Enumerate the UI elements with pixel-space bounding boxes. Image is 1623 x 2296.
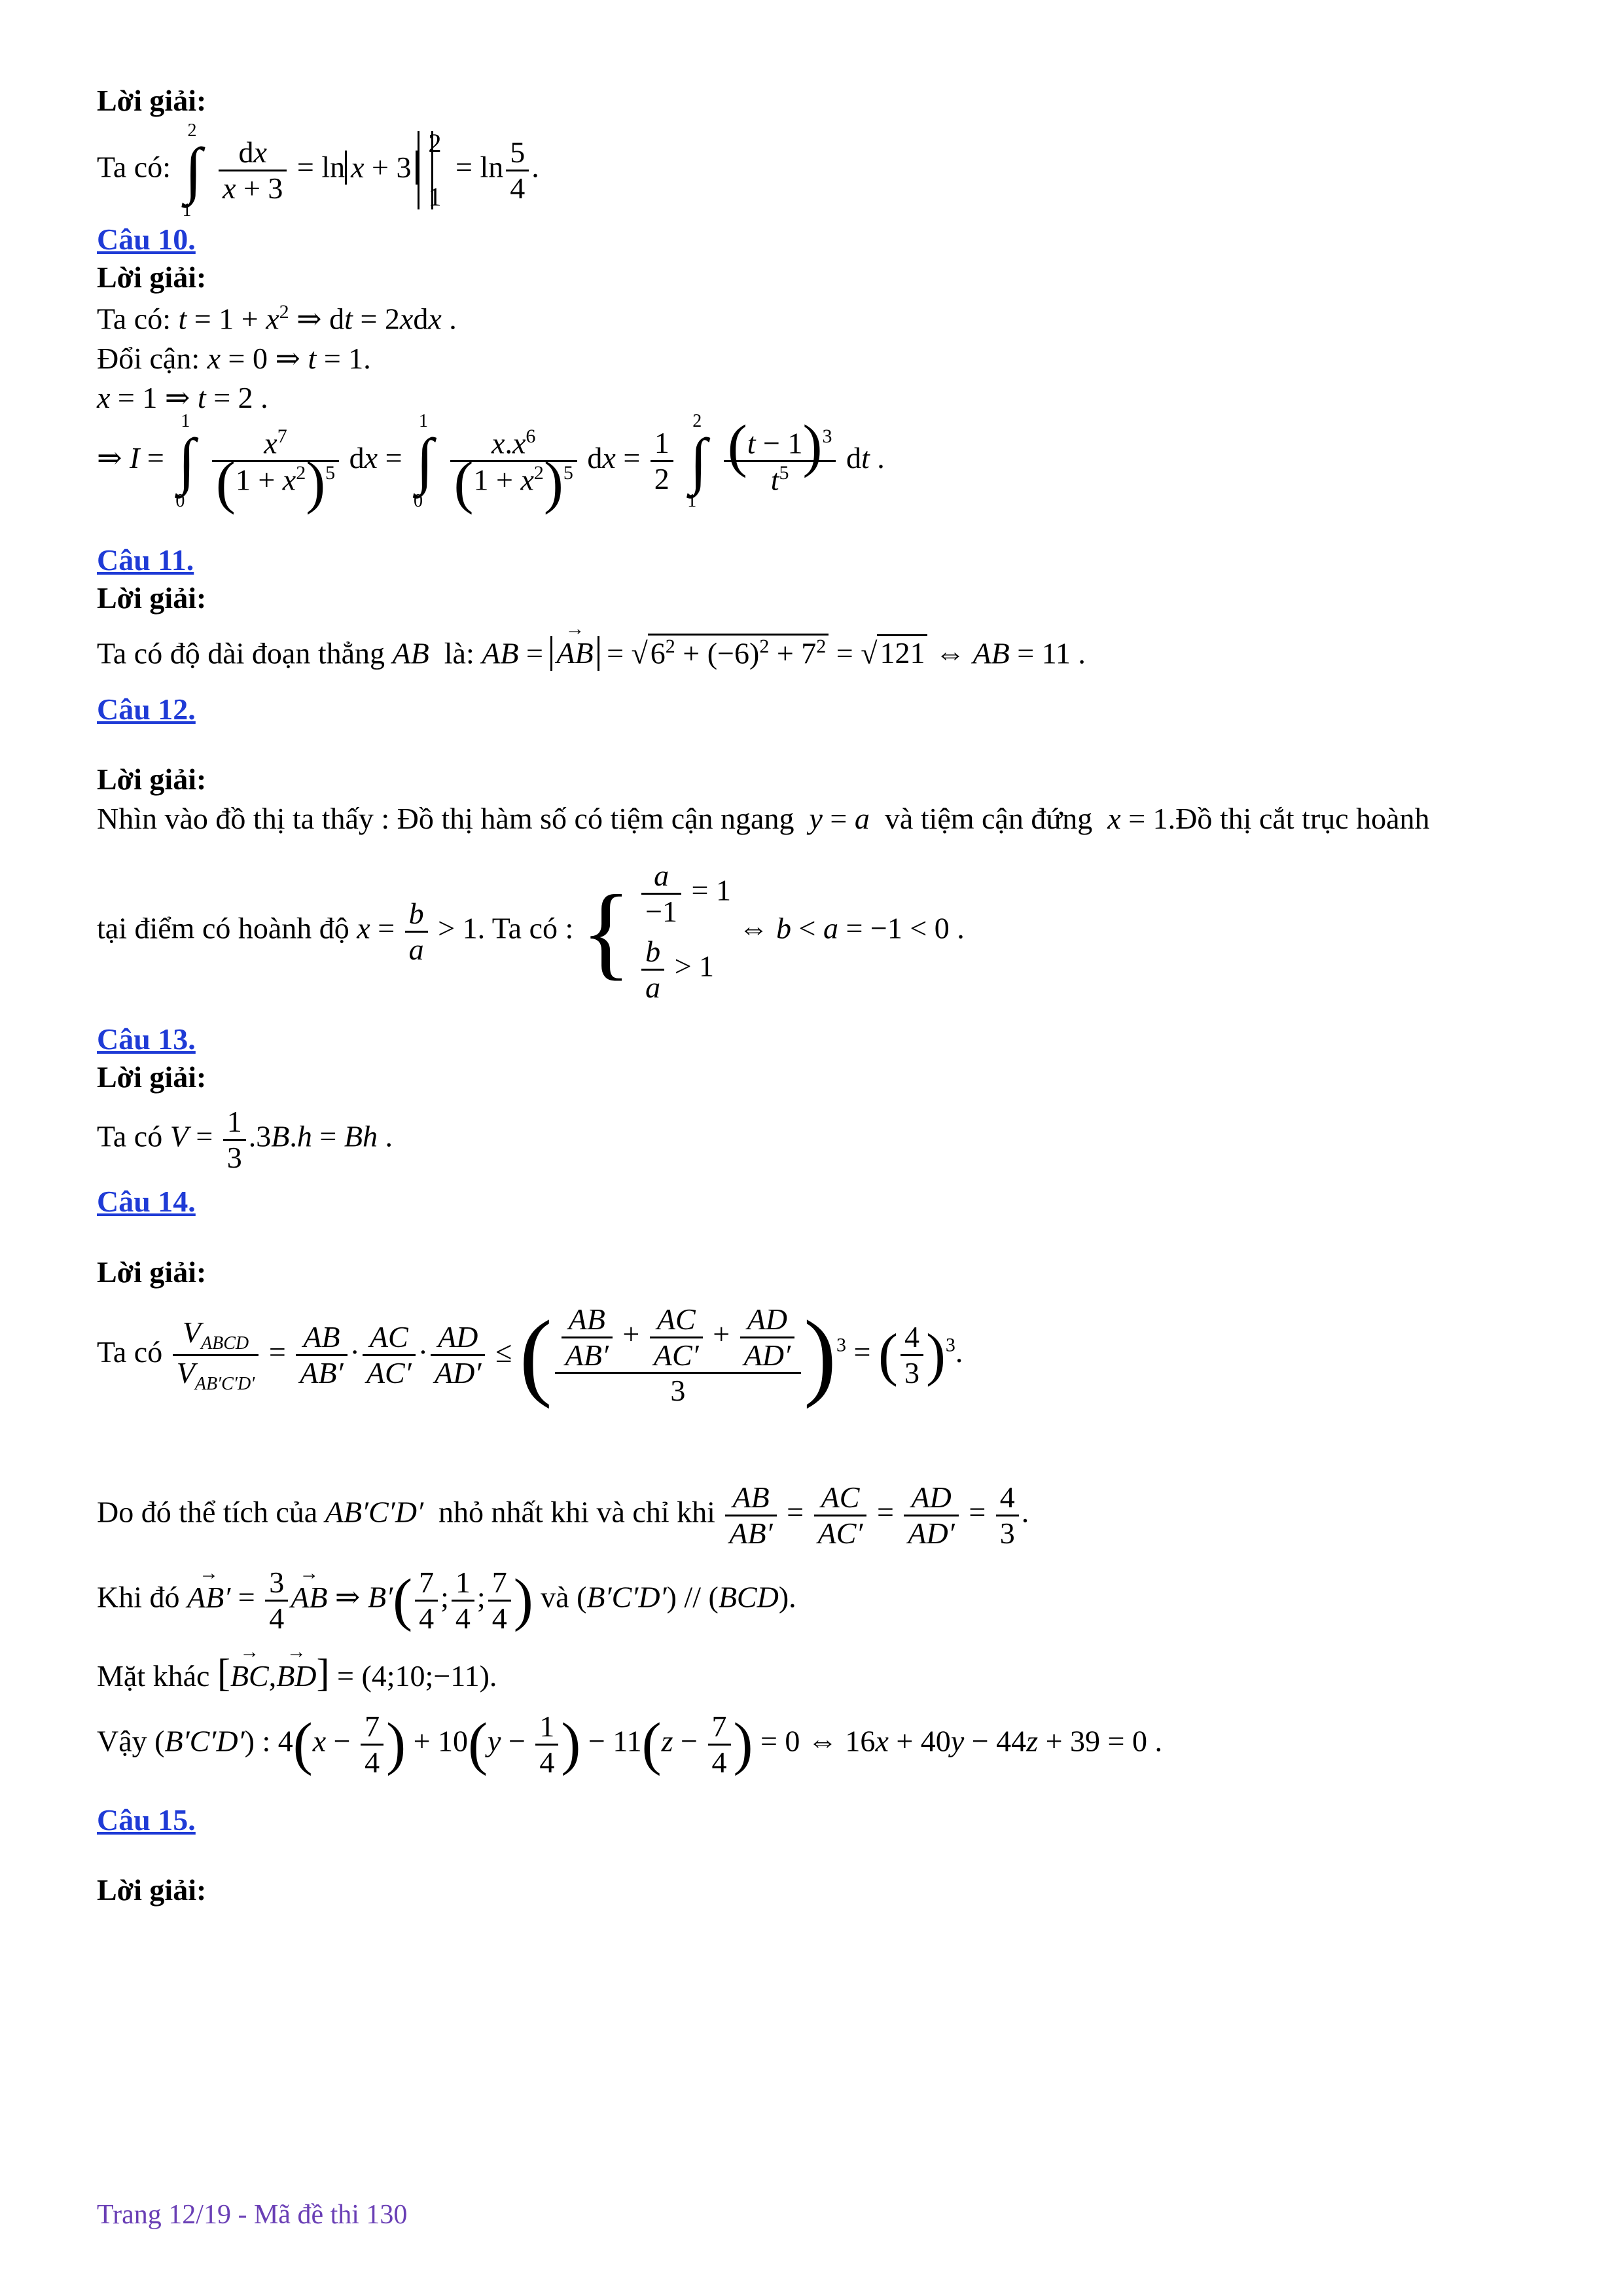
q13-line: Ta có V = $\frac{1}{3}$ .3B.h = Bh . [97, 1105, 393, 1174]
q14-text3: Khi đó [97, 1580, 180, 1614]
q12-line1: Nhìn vào đồ thị ta thấy : Đồ thị hàm số có tiệm cận ngang y = a và tiệm cận đứng x = 1.Đồ thị cắt trục hoành [97, 802, 1430, 835]
q12-text1: Nhìn vào đồ thị ta thấy : Đồ thị hàm số có tiệm cận ngang [97, 802, 794, 835]
q12-text2: và tiệm cận đứng [884, 802, 1093, 835]
q10-line2: Đổi cận: x = 0 ⇒ t = 1. [97, 342, 371, 375]
q14-line2: Do đó thể tích của AB′C′D′ nhỏ nhất khi và chỉ khi $\frac{AB}{AB'}$ = $\frac{AC}{AC'}$ = $\frac{AD}{AD'}$ = $\frac{4}{3}$ . [97, 1480, 1029, 1550]
q14-line1: Ta có $\frac{V_{ABCD}}{V_{AB'C'D'}}$ = $\frac{AB}{AB'}$ · $\frac{AC}{AC'}$ · $\frac{AD}{AD'}$ ≤ ( $\frac{AB}{AB'}$ + $\frac{AC}{AC'}$ + $\frac{AD}{AD'}$ 3 )$^3$ = ( $\frac{4}{3}$ )$^3$. [97, 1300, 963, 1410]
solution-label: Lời giải: [97, 581, 207, 615]
q11-line: Ta có độ dài đoạn thẳng AB là: AB = → AB = $√6^2 + (-6)^2 + 7^2 = √121$ ⇔ AB = 11 . [97, 634, 1086, 671]
solution-label: Lời giải: [97, 1060, 207, 1094]
doi-can-label: Đổi cận: [97, 342, 200, 375]
q10-line1: Ta có: $t = 1 + x^2$ ⇒ dt = 2xdx . [97, 301, 457, 336]
q10-line3: x = 1 ⇒ t = 2 . [97, 381, 268, 414]
q14-line3: Khi đó → AB′ = $\frac{3}{4}$ → AB ⇒ B′( $\frac{7}{4}$ ; $\frac{1}{4}$ ; $\frac{7}{4}$ ) và (B′C′D′) // (BCD). [97, 1566, 796, 1635]
q14-line4: Mặt khác [→ BC,→ BD] = (4;10;−11). [97, 1651, 497, 1696]
ta-co-label: Ta có [97, 1335, 163, 1369]
q14-text1: Do đó thể tích của [97, 1495, 318, 1529]
page-footer: Trang 12/19 - Mã đề thi 130 [97, 2200, 408, 2230]
solution-label: Lời giải: [97, 1873, 207, 1907]
q14-line5: Vậy (B′C′D′) : 4(x − $\frac{7}{4}$ ) + 10(y − $\frac{1}{4}$ ) − 11(z − $\frac{7}{4}$ ) = 0 ⇔ 16x + 40y − 44z + 39 = 0 . [97, 1710, 1162, 1779]
question-14-title: Câu 14. [97, 1185, 196, 1218]
solution-label: Lời giải: [97, 84, 207, 117]
solution-label: Lời giải: [97, 260, 207, 294]
solution-label: Lời giải: [97, 1255, 207, 1289]
q14-text2: nhỏ nhất khi và chỉ khi [438, 1495, 715, 1529]
q12-text3: .Đồ thị cắt trục hoành [1168, 802, 1430, 835]
q12-line2: tại điểm có hoành độ x = $\frac{b}{a}$ > 1. Ta có : { $\frac{a}{-1}$ = 1 $\frac{b}{a}$ > 1 ⇔ b < a = −1 < 0 . [97, 859, 965, 1004]
ta-co-label: Ta có: [97, 302, 171, 336]
q14-text6: Vậy [97, 1724, 147, 1758]
question-11-title: Câu 11. [97, 543, 194, 577]
ta-co-label: Ta có [97, 1119, 163, 1153]
q10-line4: ⇒ I = ∫ 1 0 $\frac{x^7}{(1 + x^2)^5}$ dx = ∫ 1 0 $\frac{x.x^6}{(1 + x^2)^5}$ dx = $\frac{1}{2}$ ∫ 2 1 $\frac{(t - 1)^3}{t^5}$ dt . [97, 411, 885, 515]
q9-formula: Ta có: ∫ 2 1 $\frac{dx}{x + 3}$ = ln x + 3 2 1 = ln $\frac{5}{4}$ . [97, 120, 539, 221]
q12-text5: . Ta có : [477, 911, 574, 945]
q14-text5: Mặt khác [97, 1659, 210, 1693]
solution-label: Lời giải: [97, 762, 207, 796]
question-12-title: Câu 12. [97, 692, 196, 726]
q14-text4: và [541, 1580, 569, 1614]
question-13-title: Câu 13. [97, 1022, 196, 1056]
q11-la: là: [444, 636, 474, 670]
question-10-title: Câu 10. [97, 223, 196, 256]
ta-co-label: Ta có: [97, 150, 171, 184]
q12-text4: tại điểm có hoành độ [97, 911, 349, 945]
q11-text: Ta có độ dài đoạn thẳng [97, 636, 385, 670]
question-15-title: Câu 15. [97, 1803, 196, 1837]
